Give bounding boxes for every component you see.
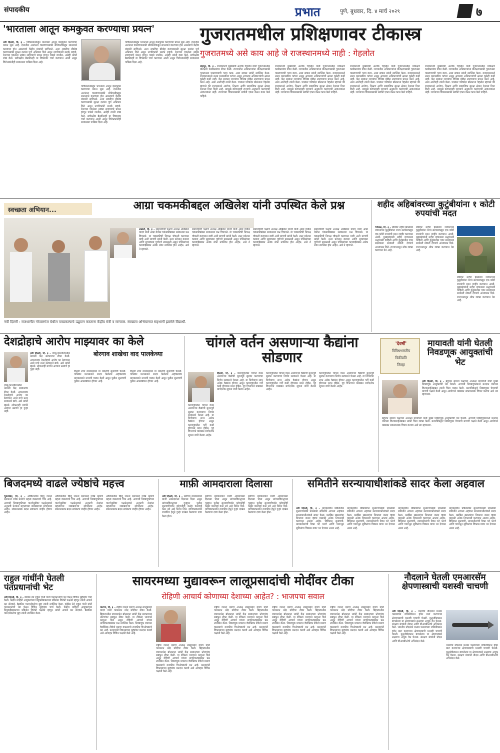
rohini-photo (156, 606, 186, 642)
article-body-col1: नवी दिल्ली, दि. ३ – जम्मू-काश्मीरमधील नेत्यांनी केंद्र सरकारवर टीका केली. आपल्यावर देशद्रोहाचे आरोप का ठेवण्यात आले याचे उत्तर सरकारने द्यावे, असे त्यांनी म्हटले. लोकशाही मार्गाने आवाज उठवणे हा गुन्हा नाही. (30, 352, 70, 372)
akhilesh-body-area (110, 228, 368, 318)
article-body-col1: नवी दिल्ली, दि. ३ – न्यायालयीन प्रक्रियेतील सुधारणांसाठी नेमलेल्या समितीने आपला अहवाल सरन्यायाधीशांकडे सादर केला. प्रलंबित खटल्यांचा निपटारा जलद व्हावा यासाठी अनेक शिफारसी करण्यात आल्या आहेत. डिजिटल सुनावणी, न्यायाधीशांची रिक्त पदे भरणे आणि पायाभूत सुविधांचा विकास यावर भर देण्यात आला आहे. (296, 507, 344, 530)
brand-tag (457, 226, 495, 236)
article-body-col4: न्यायालयीन प्रक्रियेतील सुधारणांसाठी नेमलेल्या समितीने आपला अहवाल सरन्यायाधीशांकडे सादर केला. प्रलंबित खटल्यांचा निपटारा जलद व्हावा यासाठी अनेक शिफारसी करण्यात आल्या आहेत. डिजिटल सुनावणी, न्यायाधीशांची रिक्त पदे भरणे आणि पायाभूत सुविधांचा विकास यावर भर देण्यात आला आहे. (449, 507, 496, 530)
story-maphi (162, 479, 290, 569)
story-bharatala (3, 25, 198, 195)
article-body-col2: ओडिशातील बिजू जनता दलामध्ये ज्येष्ठ नेत्यांचे महत्त्व वाढल्याचे चित्र आहे. आगामी निवडणुकीच्या पार्श्वभूमीवर पक्षनेतृत्वाने अनुभवी नेत्यांना महत्त्वाच्या जबाबदाऱ्या सोपवल्या आहेत. संघटनात्मक बदल लवकरच जाहीर होणार आहेत. (55, 495, 103, 512)
masthead (0, 0, 500, 22)
article-body-col1: भोपाळ, दि. ३ – सीमेवर शहीद झालेल्या जवानाच्या कुटुंबीयांना राज्य सरकारकडून एक कोटी रुपयांची मदत जाहीर करण्यात आली. मुख्यमंत्र्यांनी शहीद जवानाला श्रद्धांजली वाहिली आणि कुटुंबातील एका सदस्याला सरकारी नोकरी देण्याचे आश्वासन दिले. राज्यभरातून शोक व्यक्त करण्यात येत आहे. (375, 226, 413, 253)
headline: समितीने सरन्यायाधीशांकडे सादर केला अहवाल (307, 478, 485, 490)
article-body-col2: कारागृहातील चांगले वर्तन असणाऱ्या कैद्यांची मुदतपूर्व सुटका करण्याचा निर्णय सरकारने घेतला आहे. या निर्णयाचा लाभ अनेक कैद्यांना होणार असून कारागृहातील गर्दी कमी होण्यास मदत होईल. गृह विभागाने याबाबत मार्गदर्शक सूचना जारी केल्या आहेत. (266, 372, 316, 392)
section-label: संपादकीय (4, 6, 30, 14)
swachhata-label: स्वच्छता अभियान... (4, 203, 92, 215)
photo-caption: नवी दिल्ली : राजधानीत गोपालगंज येथील पत्रप्रकल्पाचे उद्घाटन करताना केंद्रीय मंत्री व मान्यवर. स्वच्छता अभियानात सहभागी झालेले विद्यार्थी. (4, 320, 187, 324)
article-body-col3: राष्ट्रीय जनता दलाचे अध्यक्ष लालूप्रसाद यादव यांनी पंतप्रधान नरेंद्र मोदींवर टीका केली. बिहारमधील प्रचारसभेत बोलताना त्यांनी केंद्र सरकारच्या धोरणांवर सडकून टीका केली. या टीकेला भाजपने प्रत्युत्तर दिले असून रोहिणी आचार्य यांच्या नागरिकत्वाबाबत प्रश्न उपस्थित केला. निवडणूक प्रचारात वैयक्तिक टीकेचे प्रमाण वाढल्याचे राजकीय विश्लेषकांचे मत आहे. मतदारांनी विकासाच्या मुद्द्यांवर मतदान करावे असे आवाहन विविध पक्षांनी केले आहे. (214, 606, 268, 636)
headline: 'भारताला आतून कमकुवत करण्याचा प्रयत्न' (3, 24, 155, 35)
akhilesh-photo (110, 228, 136, 258)
article-body-col2: बहुजन समाज पक्षाच्या अध्यक्षा मायावती यांनी मुख्य निवडणूक आयुक्तांची भेट घेतली. आगामी निवडणुकांमध्ये मतदान यंत्रांच्या विश्वासार्हतेबाबत त्यांनी चिंता व्यक्त केली. मतपत्रिकेद्वारे निवडणुका घेण्याची मागणी पक्षाने केली असून आयोगाने याबाबत सकारात्मक विचार करावा असे त्या म्हणाल्या. (382, 417, 498, 427)
article-body-col4: कारागृहातील चांगले वर्तन असणाऱ्या कैद्यांची मुदतपूर्व सुटका करण्याचा निर्णय सरकारने घेतला आहे. या निर्णयाचा लाभ अनेक कैद्यांना होणार असून कारागृहातील गर्दी कमी होण्यास मदत होईल. गृह विभागाने याबाबत मार्गदर्शक सूचना जारी केल्या आहेत. (188, 404, 214, 437)
article-body-col2: न्यायालयीन प्रक्रियेतील सुधारणांसाठी नेमलेल्या समितीने आपला अहवाल सरन्यायाधीशांकडे सादर केला. प्रलंबित खटल्यांचा निपटारा जलद व्हावा यासाठी अनेक शिफारसी करण्यात आल्या आहेत. डिजिटल सुनावणी, न्यायाधीशांची रिक्त पदे भरणे आणि पायाभूत सुविधांचा विकास यावर भर देण्यात आला आहे. (347, 507, 395, 530)
story-mayawati (422, 340, 498, 380)
ad-box[interactable]: 'देवर्षी' विविधभारतीय विक्रीप्रति जिल्हा (380, 338, 420, 374)
headline: देशद्रोहाचे आरोप माझ्यावर का केले (4, 335, 144, 348)
article-body-col1: नवी दिल्ली, दि. ३ – पाकिस्तानकडून भारताला आतून कमकुवत करण्याचा प्रयत्न सुरू आहे. देशातील अशांतता वाढवण्यासाठी सीमेपलीकडून सातत्याने कारवाया होत असल्याचे केंद्रीय मंत्र्यांनी सांगितले. अशा शक्तींचा बीमोड करण्यासाठी सुरक्षा दलांना पूर्ण अधिकार दिले असून नागरिकांनी सतर्क राहावे. देशाच्या एकतेला धक्का लावण्याचे प्रयत्न हाणून पाडले जातील, असेही त्यांनी स्पष्ट केले. सर्वपक्षीय बैठकीतही या विषयावर चर्चा करण्यात आली असून विरोधकांनीही सरकारला पाठिंबा दिला आहे. (3, 41, 77, 64)
story-samiti (296, 479, 496, 569)
headline: आग्रा चकमकीबद्दल अखिलेश यांनी उपस्थित केले प्रश्न (133, 199, 345, 212)
story-mayawati-body (382, 380, 498, 474)
article-body-col3: सर्वोच्च न्यायालयाने माजी आमदाराला दिलासा दिला असून त्यांच्याविरुद्धच्या गुन्ह्यात पुढील सुनावणीपर्यंत कोणतीही कठोर कारवाई करू नये असे निर्देश दिले. याचिकाकर्त्याने राजकीय हेतूने गुन्हा दाखल केल्याचा दावा केला होता. (248, 495, 288, 515)
headline: चांगले वर्तन असणाऱ्या कैद्यांना सोडणार (205, 335, 359, 367)
article-body-col2: जम्मू-काश्मीरमधील नेत्यांनी केंद्र सरकारवर टीका केली. आपल्यावर देशद्रोहाचे आरोप का ठेवण्यात आले याचे उत्तर सरकारने द्यावे, असे त्यांनी म्हटले. लोकशाही मार्गाने आवाज उठवणे हा गुन्हा नाही. (4, 384, 28, 414)
article-body-col1: दिल्ली, दि. ३ – कारागृहातील चांगले वर्तन असणाऱ्या कैद्यांची मुदतपूर्व सुटका करण्याचा निर्णय सरकारने घेतला आहे. या निर्णयाचा लाभ अनेक कैद्यांना होणार असून कारागृहातील गर्दी कमी होण्यास मदत होईल. गृह विभागाने याबाबत मार्गदर्शक सूचना जारी केल्या आहेत. (217, 372, 263, 392)
article-body-col4: समाजवादी पक्षाचे अध्यक्ष अखिलेश यादव यांनी आग्रा येथील चकमकीबाबत सरकारला प्रश्न विचारले. या चकमकीची निःपक्ष चौकशी करण्यात यावी अशी मागणी त्यांनी केली. उत्तर प्रदेशात कायदा आणि सुव्यवस्था पूर्णपणे ढासळली असून पोलिसांच्या कारवाईबाबत अनेक शंका उपस्थित होत आहेत, असे ते म्हणाले. (314, 228, 368, 248)
article-body-col1: भुवनेश्वर, दि. ३ – ओडिशातील बिजू जनता दलामध्ये ज्येष्ठ नेत्यांचे महत्त्व वाढल्याचे चित्र आहे. आगामी निवडणुकीच्या पार्श्वभूमीवर पक्षनेतृत्वाने अनुभवी नेत्यांना महत्त्वाच्या जबाबदाऱ्या सोपवल्या आहेत. संघटनात्मक बदल लवकरच जाहीर होणार आहेत. (4, 495, 52, 515)
article-body-col1: नवी दिल्ली, दि. ३ – बहुजन समाज पक्षाच्या अध्यक्षा मायावती यांनी मुख्य निवडणूक आयुक्तांची भेट घेतली. आगामी निवडणुकांमध्ये मतदान यंत्रांच्या विश्वासार्हतेबाबत त्यांनी चिंता व्यक्त केली. मतपत्रिकेद्वारे निवडणुका घेण्याची मागणी पक्षाने केली असून आयोगाने याबाबत सकारात्मक विचार करावा असे त्या म्हणाल्या. (422, 380, 498, 397)
soldier-photo (457, 237, 495, 273)
story-gujarat (200, 25, 498, 195)
article-body-col2: दिल्ली उच्च न्यायालयाने या प्रकरणी सुनावणी घेतली. पालिका प्रशासनाने सादर केलेल्या अहवालावर न्यायालयाने नाराजी व्यक्त केली असून पुढील सुनावणी पुढील आठवड्यात होणार आहे. (130, 370, 182, 383)
article-body-col1: नवी दिल्ली, दि. ३ – सर्वोच्च न्यायालयाने माजी आमदाराला दिलासा दिला असून त्यांच्याविरुद्धच्या गुन्ह्यात पुढील सुनावणीपर्यंत कोणतीही कठोर कारवाई करू नये असे निर्देश दिले. याचिकाकर्त्याने राजकीय हेतूने गुन्हा दाखल केल्याचा दावा केला होता. (162, 495, 202, 518)
subhead: रोहिणी आचार्य कोणाच्या देशाच्या आहेत? : भाजपचा सवाल (161, 592, 325, 601)
subheadline: बोरगाव शाखेचा वाद पालकेच्या (93, 351, 163, 358)
prisoner-photo (188, 372, 214, 402)
masthead-logo: प्रभात (295, 5, 321, 19)
article-body-col3: समाजवादी पक्षाचे अध्यक्ष अखिलेश यादव यांनी आग्रा येथील चकमकीबाबत सरकारला प्रश्न विचारले. या चकमकीची निःपक्ष चौकशी करण्यात यावी अशी मागणी त्यांनी केली. उत्तर प्रदेशात कायदा आणि सुव्यवस्था पूर्णपणे ढासळली असून पोलिसांच्या कारवाईबाबत अनेक शंका उपस्थित होत आहेत, असे ते म्हणाले. (253, 228, 311, 248)
story-lalu (100, 574, 386, 752)
story-rahul (4, 574, 94, 750)
article-body-col3: ओडिशातील बिजू जनता दलामध्ये ज्येष्ठ नेत्यांचे महत्त्व वाढल्याचे चित्र आहे. आगामी निवडणुकीच्या पार्श्वभूमीवर पक्षनेतृत्वाने अनुभवी नेत्यांना महत्त्वाच्या जबाबदाऱ्या सोपवल्या आहेत. संघटनात्मक बदल लवकरच जाहीर होणार आहेत. (106, 495, 154, 512)
article-body-col4: राष्ट्रीय जनता दलाचे अध्यक्ष लालूप्रसाद यादव यांनी पंतप्रधान नरेंद्र मोदींवर टीका केली. बिहारमधील प्रचारसभेत बोलताना त्यांनी केंद्र सरकारच्या धोरणांवर सडकून टीका केली. या टीकेला भाजपने प्रत्युत्तर दिले असून रोहिणी आचार्य यांच्या नागरिकत्वाबाबत प्रश्न उपस्थित केला. निवडणूक प्रचारात वैयक्तिक टीकेचे प्रमाण वाढल्याचे राजकीय विश्लेषकांचे मत आहे. मतदारांनी विकासाच्या मुद्द्यांवर मतदान करावे असे आवाहन विविध पक्षांनी केले आहे. (272, 606, 326, 636)
headline: शहीद अहिबांवरच्या कुटुंबीयांना १ कोटी रुपयांची मदत (377, 199, 495, 219)
story-naudal (392, 574, 498, 752)
article-body-col1: नवी दिल्ली, दि. ३ – भारतीय नौदलाने मध्यम पल्ल्याच्या जमिनीवरून हवेत मारा करणाऱ्या क्षेपणास्त्राची यशस्वी चाचणी घेतली. युद्धनौकेवरून डागलेल्या या क्षेपणास्त्राने लक्ष्याचा अचूक वेध घेतला. संरक्षण मंत्र्यांनी नौदल आणि डीआरडीओचे अभिनंदन केले. भारतीय नौदलाने मध्यम पल्ल्याच्या जमिनीवरून हवेत मारा करणाऱ्या क्षेपणास्त्राची यशस्वी चाचणी घेतली. युद्धनौकेवरून डागलेल्या या क्षेपणास्त्राने लक्ष्याचा अचूक वेध घेतला. संरक्षण मंत्र्यांनी नौदल आणि डीआरडीओचे अभिनंदन केले. (392, 610, 442, 643)
headline: गुजरातमधील प्रशिक्षणावर टीकास्त्र (200, 24, 422, 45)
story-shahid (375, 200, 497, 332)
portrait-photo (81, 39, 121, 81)
headline: सायरमध्या मुद्यावरून लालूप्रसादांची मोदींवर टीका (132, 573, 354, 588)
article-body-col1: दिल्ली उच्च न्यायालयाने या प्रकरणी सुनावणी घेतली. पालिका प्रशासनाने सादर केलेल्या अहवालावर न्यायालयाने नाराजी व्यक्त केली असून पुढील सुनावणी पुढील आठवड्यात होणार आहे. (74, 370, 126, 383)
article-body-col1: पाटणा, दि. ३ – राष्ट्रीय जनता दलाचे अध्यक्ष लालूप्रसाद यादव यांनी पंतप्रधान नरेंद्र मोदींवर टीका केली. बिहारमधील प्रचारसभेत बोलताना त्यांनी केंद्र सरकारच्या धोरणांवर सडकून टीका केली. या टीकेला भाजपने प्रत्युत्तर दिले असून रोहिणी आचार्य यांच्या नागरिकत्वाबाबत प्रश्न उपस्थित केला. निवडणूक प्रचारात वैयक्तिक टीकेचे प्रमाण वाढल्याचे राजकीय विश्लेषकांचे मत आहे. मतदारांनी विकासाच्या मुद्द्यांवर मतदान करावे असे आवाहन विविध पक्षांनी केले आहे. (100, 606, 152, 636)
story-changle (188, 336, 376, 474)
article-body-col2: सर्वोच्च न्यायालयाने माजी आमदाराला दिलासा दिला असून त्यांच्याविरुद्धच्या गुन्ह्यात पुढील सुनावणीपर्यंत कोणतीही कठोर कारवाई करू नये असे निर्देश दिले. याचिकाकर्त्याने राजकीय हेतूने गुन्हा दाखल केल्याचा दावा केला होता. (205, 495, 245, 515)
article-body-col3: न्यायालयीन प्रक्रियेतील सुधारणांसाठी नेमलेल्या समितीने आपला अहवाल सरन्यायाधीशांकडे सादर केला. प्रलंबित खटल्यांचा निपटारा जलद व्हावा यासाठी अनेक शिफारसी करण्यात आल्या आहेत. डिजिटल सुनावणी, न्यायाधीशांची रिक्त पदे भरणे आणि पायाभूत सुविधांचा विकास यावर भर देण्यात आला आहे. (398, 507, 446, 530)
article-body-col3: सीमेवर शहीद झालेल्या जवानाच्या कुटुंबीयांना राज्य सरकारकडून एक कोटी रुपयांची मदत जाहीर करण्यात आली. मुख्यमंत्र्यांनी शहीद जवानाला श्रद्धांजली वाहिली आणि कुटुंबातील एका सदस्याला सरकारी नोकरी देण्याचे आश्वासन दिले. राज्यभरातून शोक व्यक्त करण्यात येत आहे. (457, 276, 495, 303)
headline: राहुल गांधींनी घेतली पंतप्रधानांची भेट (4, 573, 65, 593)
article-body-col4: राजस्थानचे मुख्यमंत्री अशोक गेहलोत यांनी गुजरातमधील प्रशिक्षण कार्यक्रमांवर टीका केली. राज्यातील अधिकाऱ्यांना प्रशिक्षणासाठी गुजरातला पाठवण्याची गरज काय, असा सवाल त्यांनी उपस्थित केला. राजस्थानमध्ये उत्तम प्रशासकीय परंपरा असून आपल्या अधिकाऱ्यांची क्षमता कुठेही कमी नाही. केंद्र सरकार राज्यांवर विशिष्ट मॉडेल लादण्याचा प्रयत्न करत आहे, असा आरोपही त्यांनी केला. पत्रकार परिषदेत बोलताना गेहलोत म्हणाले की राजस्थानने आरोग्य, शिक्षण आणि सामाजिक सुरक्षा क्षेत्रात देशाला दिशा दिली आहे. त्यामुळे कोणत्याही राज्याचे अनुकरण करण्याची आवश्यकता नाही. राज्याच्या विकासासाठी सर्वांनी एकत्र येऊन काम केले पाहिजे. (425, 65, 495, 95)
article-body-col1: लखनौ, दि. ३ – समाजवादी पक्षाचे अध्यक्ष अखिलेश यादव यांनी आग्रा येथील चकमकीबाबत सरकारला प्रश्न विचारले. या चकमकीची निःपक्ष चौकशी करण्यात यावी अशी मागणी त्यांनी केली. उत्तर प्रदेशात कायदा आणि सुव्यवस्था पूर्णपणे ढासळली असून पोलिसांच्या कारवाईबाबत अनेक शंका उपस्थित होत आहेत, असे ते म्हणाले. (139, 228, 189, 251)
headline: माफ़ी आमदाराला दिलासा (179, 479, 273, 490)
headline: मायावती यांनी घेतली निवडणूक आयुक्तांची भेट (427, 339, 493, 368)
subhead: गुजरातमध्ये असे काय आहे जे राजस्थानमध्ये नाही : गेहलोत (200, 48, 375, 58)
article-body-col1: नवी दिल्ली, दि. ३ – काँग्रेस नेते राहुल गांधी यांनी पंतप्रधानांची भेट घेऊन विविध मुद्द्यांवर चर्चा केली. केंद्रीय माहिती आयुक्तांच्या नियुक्तीबाबतच्या प्रक्रियेत विरोधी पक्षनेते म्हणून त्यांनी आपले मत नोंदवले. बैठकीत पारदर्शकतेचा मुद्दा त्यांनी उपस्थित केला. काँग्रेस नेते राहुल गांधी यांनी पंतप्रधानांची भेट घेऊन विविध मुद्द्यांवर चर्चा केली. केंद्रीय माहिती आयुक्तांच्या नियुक्तीबाबतच्या प्रक्रियेत विरोधी पक्षनेते म्हणून त्यांनी आपले मत नोंदवले. बैठकीत पारदर्शकतेचा मुद्दा त्यांनी उपस्थित केला. (4, 596, 92, 616)
article-body-col2: पाकिस्तानकडून भारताला आतून कमकुवत करण्याचा प्रयत्न सुरू आहे. देशातील अशांतता वाढवण्यासाठी सीमेपलीकडून सातत्याने कारवाया होत असल्याचे केंद्रीय मंत्र्यांनी सांगितले. अशा शक्तींचा बीमोड करण्यासाठी सुरक्षा दलांना पूर्ण अधिकार दिले असून नागरिकांनी सतर्क राहावे. देशाच्या एकतेला धक्का लावण्याचे प्रयत्न हाणून पाडले जातील, असेही त्यांनी स्पष्ट केले. सर्वपक्षीय बैठकीतही या विषयावर चर्चा करण्यात आली असून विरोधकांनीही सरकारला पाठिंबा दिला आहे. (125, 41, 199, 64)
article-body-col5: राष्ट्रीय जनता दलाचे अध्यक्ष लालूप्रसाद यादव यांनी पंतप्रधान नरेंद्र मोदींवर टीका केली. बिहारमधील प्रचारसभेत बोलताना त्यांनी केंद्र सरकारच्या धोरणांवर सडकून टीका केली. या टीकेला भाजपने प्रत्युत्तर दिले असून रोहिणी आचार्य यांच्या नागरिकत्वाबाबत प्रश्न उपस्थित केला. निवडणूक प्रचारात वैयक्तिक टीकेचे प्रमाण वाढल्याचे राजकीय विश्लेषकांचे मत आहे. मतदारांनी विकासाच्या मुद्द्यांवर मतदान करावे असे आवाहन विविध पक्षांनी केले आहे. (330, 606, 384, 636)
article-body-col2: समाजवादी पक्षाचे अध्यक्ष अखिलेश यादव यांनी आग्रा येथील चकमकीबाबत सरकारला प्रश्न विचारले. या चकमकीची निःपक्ष चौकशी करण्यात यावी अशी मागणी त्यांनी केली. उत्तर प्रदेशात कायदा आणि सुव्यवस्था पूर्णपणे ढासळली असून पोलिसांच्या कारवाईबाबत अनेक शंका उपस्थित होत आहेत, असे ते म्हणाले. (192, 228, 250, 248)
article-body-col2: राष्ट्रीय जनता दलाचे अध्यक्ष लालूप्रसाद यादव यांनी पंतप्रधान नरेंद्र मोदींवर टीका केली. बिहारमधील प्रचारसभेत बोलताना त्यांनी केंद्र सरकारच्या धोरणांवर सडकून टीका केली. या टीकेला भाजपने प्रत्युत्तर दिले असून रोहिणी आचार्य यांच्या नागरिकत्वाबाबत प्रश्न उपस्थित केला. निवडणूक प्रचारात वैयक्तिक टीकेचे प्रमाण वाढल्याचे राजकीय विश्लेषकांचे मत आहे. मतदारांनी विकासाच्या मुद्द्यांवर मतदान करावे असे आवाहन विविध पक्षांनी केले आहे. (156, 644, 210, 674)
mayawati-photo (382, 380, 418, 414)
date-line: पुणे, बुधवार, दि. ४ मार्च २०२९ (340, 9, 400, 15)
article-body-col3: राजस्थानचे मुख्यमंत्री अशोक गेहलोत यांनी गुजरातमधील प्रशिक्षण कार्यक्रमांवर टीका केली. राज्यातील अधिकाऱ्यांना प्रशिक्षणासाठी गुजरातला पाठवण्याची गरज काय, असा सवाल त्यांनी उपस्थित केला. राजस्थानमध्ये उत्तम प्रशासकीय परंपरा असून आपल्या अधिकाऱ्यांची क्षमता कुठेही कमी नाही. केंद्र सरकार राज्यांवर विशिष्ट मॉडेल लादण्याचा प्रयत्न करत आहे, असा आरोपही त्यांनी केला. पत्रकार परिषदेत बोलताना गेहलोत म्हणाले की राजस्थानने आरोग्य, शिक्षण आणि सामाजिक सुरक्षा क्षेत्रात देशाला दिशा दिली आहे. त्यामुळे कोणत्याही राज्याचे अनुकरण करण्याची आवश्यकता नाही. राज्याच्या विकासासाठी सर्वांनी एकत्र येऊन काम केले पाहिजे. (350, 65, 420, 95)
article-body-col1: जयपूर, दि. ३ – राजस्थानचे मुख्यमंत्री अशोक गेहलोत यांनी गुजरातमधील प्रशिक्षण कार्यक्रमांवर टीका केली. राज्यातील अधिकाऱ्यांना प्रशिक्षणासाठी गुजरातला पाठवण्याची गरज काय, असा सवाल त्यांनी उपस्थित केला. राजस्थानमध्ये उत्तम प्रशासकीय परंपरा असून आपल्या अधिकाऱ्यांची क्षमता कुठेही कमी नाही. केंद्र सरकार राज्यांवर विशिष्ट मॉडेल लादण्याचा प्रयत्न करत आहे, असा आरोपही त्यांनी केला. पत्रकार परिषदेत बोलताना गेहलोत म्हणाले की राजस्थानने आरोग्य, शिक्षण आणि सामाजिक सुरक्षा क्षेत्रात देशाला दिशा दिली आहे. त्यामुळे कोणत्याही राज्याचे अनुकरण करण्याची आवश्यकता नाही. राज्याच्या विकासासाठी सर्वांनी एकत्र येऊन काम केले पाहिजे. (200, 65, 270, 98)
article-body-col2: राजस्थानचे मुख्यमंत्री अशोक गेहलोत यांनी गुजरातमधील प्रशिक्षण कार्यक्रमांवर टीका केली. राज्यातील अधिकाऱ्यांना प्रशिक्षणासाठी गुजरातला पाठवण्याची गरज काय, असा सवाल त्यांनी उपस्थित केला. राजस्थानमध्ये उत्तम प्रशासकीय परंपरा असून आपल्या अधिकाऱ्यांची क्षमता कुठेही कमी नाही. केंद्र सरकार राज्यांवर विशिष्ट मॉडेल लादण्याचा प्रयत्न करत आहे, असा आरोपही त्यांनी केला. पत्रकार परिषदेत बोलताना गेहलोत म्हणाले की राजस्थानने आरोग्य, शिक्षण आणि सामाजिक सुरक्षा क्षेत्रात देशाला दिशा दिली आहे. त्यामुळे कोणत्याही राज्याचे अनुकरण करण्याची आवश्यकता नाही. राज्याच्या विकासासाठी सर्वांनी एकत्र येऊन काम केले पाहिजे. (275, 65, 345, 95)
story-bijad (4, 479, 156, 569)
headline: बिजदमध्ये वाढले ज्येष्ठांचे महत्त्व (4, 478, 125, 490)
article-body-col3: कारागृहातील चांगले वर्तन असणाऱ्या कैद्यांची मुदतपूर्व सुटका करण्याचा निर्णय सरकारने घेतला आहे. या निर्णयाचा लाभ अनेक कैद्यांना होणार असून कारागृहातील गर्दी कमी होण्यास मदत होईल. गृह विभागाने याबाबत मार्गदर्शक सूचना जारी केल्या आहेत. (319, 372, 374, 389)
story-deshdroh (4, 336, 182, 474)
page-number: ७ (458, 3, 498, 19)
article-body-col2: सीमेवर शहीद झालेल्या जवानाच्या कुटुंबीयांना राज्य सरकारकडून एक कोटी रुपयांची मदत जाहीर करण्यात आली. मुख्यमंत्र्यांनी शहीद जवानाला श्रद्धांजली वाहिली आणि कुटुंबातील एका सदस्याला सरकारी नोकरी देण्याचे आश्वासन दिले. राज्यभरातून शोक व्यक्त करण्यात येत आहे. (416, 226, 454, 253)
article-body-col3: पाकिस्तानकडून भारताला आतून कमकुवत करण्याचा प्रयत्न सुरू आहे. देशातील अशांतता वाढवण्यासाठी सीमेपलीकडून सातत्याने कारवाया होत असल्याचे केंद्रीय मंत्र्यांनी सांगितले. अशा शक्तींचा बीमोड करण्यासाठी सुरक्षा दलांना पूर्ण अधिकार दिले असून नागरिकांनी सतर्क राहावे. देशाच्या एकतेला धक्का लावण्याचे प्रयत्न हाणून पाडले जातील, असेही त्यांनी स्पष्ट केले. सर्वपक्षीय बैठकीतही या विषयावर चर्चा करण्यात आली असून विरोधकांनीही सरकारला पाठिंबा दिला आहे. (81, 85, 121, 125)
leader-photo (4, 352, 28, 382)
article-body-col2: भारतीय नौदलाने मध्यम पल्ल्याच्या जमिनीवरून हवेत मारा करणाऱ्या क्षेपणास्त्राची यशस्वी चाचणी घेतली. युद्धनौकेवरून डागलेल्या या क्षेपणास्त्राने लक्ष्याचा अचूक वेध घेतला. संरक्षण मंत्र्यांनी नौदल आणि डीआरडीओचे अभिनंदन केले. (446, 644, 498, 661)
missile-photo (446, 610, 498, 640)
headline: नौदलाने घेतली एमआरसॅम क्षेपणास्त्राची यशस्वी चाचणी (401, 573, 489, 593)
borgaon-sub (74, 352, 182, 472)
